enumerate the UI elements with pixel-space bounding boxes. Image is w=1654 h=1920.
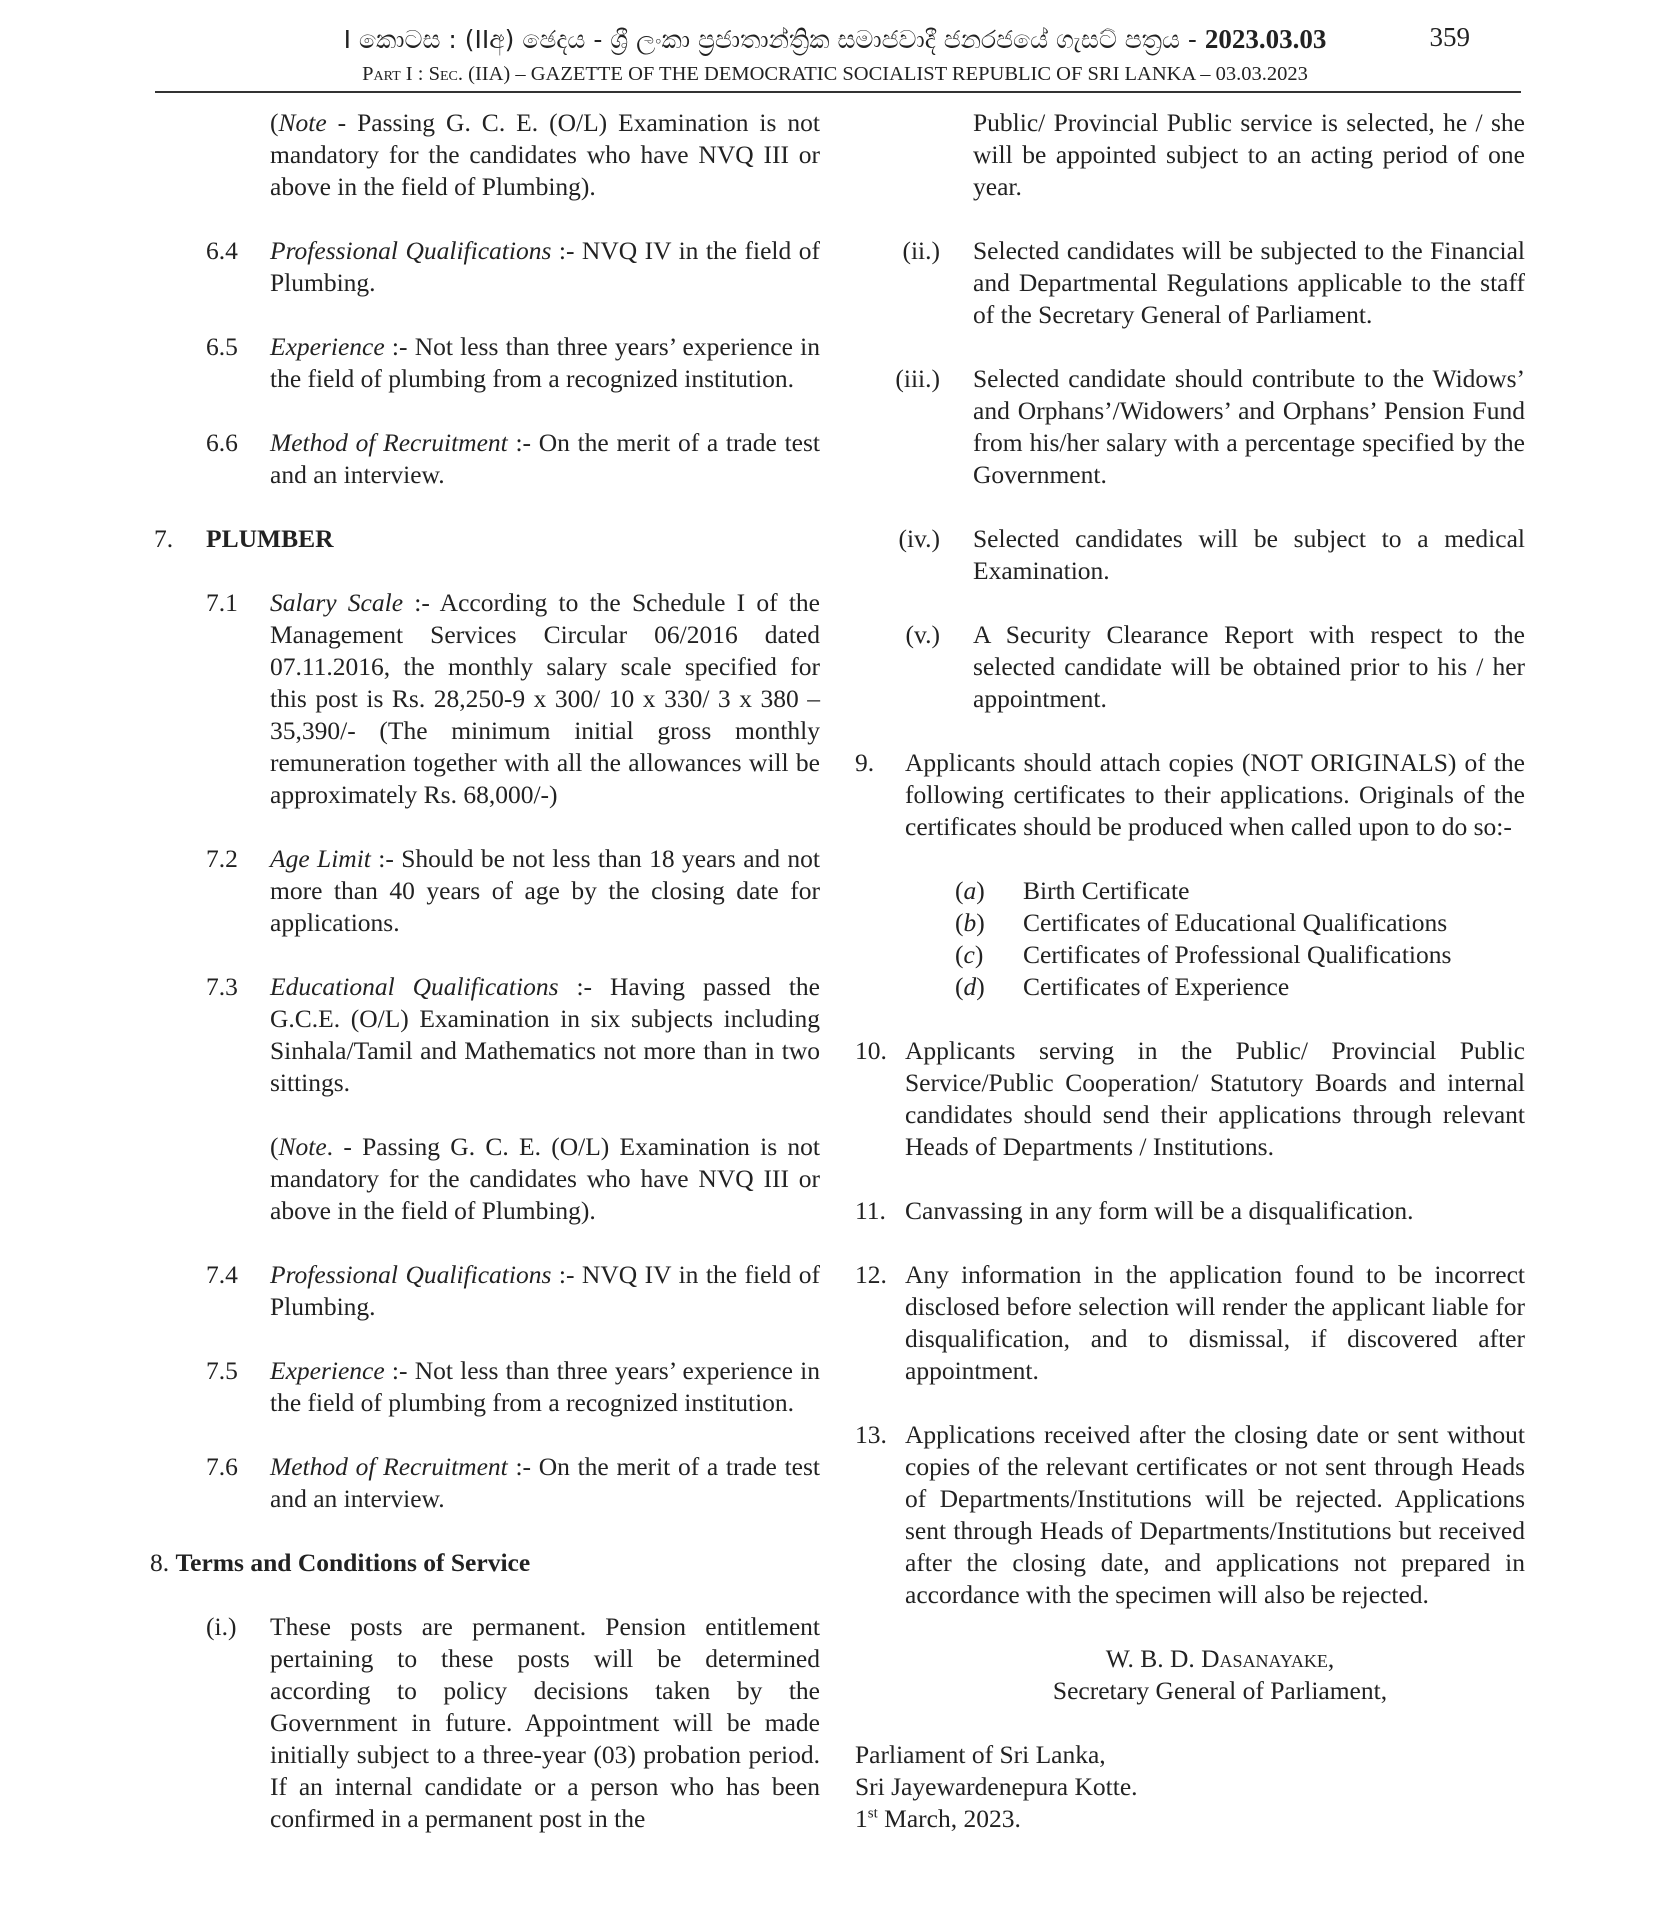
section-7-4: 7.4 Professional Qualifications :- NVQ IV in the field of Plumbing. <box>206 1260 820 1321</box>
list-item: (b) Certificates of Educational Qualifications <box>955 908 1448 937</box>
list-item: (a) Birth Certificate <box>955 876 1190 905</box>
signatory-title: Secretary General of Parliament, <box>1052 1676 1388 1705</box>
left-column <box>150 107 820 1835</box>
section-6-5: 6.5 Experience :- Not less than three years’ experience in the field of plumbing from a recognized institution. <box>206 332 820 393</box>
section-9: 9. Applicants should attach copies (NOT ORIGINALS) of the following certificates to their applications. Originals of the certificates should be produced when called upon to do so:- <box>855 748 1525 841</box>
right-column <box>855 107 1525 1835</box>
section-7-heading: 7. PLUMBER <box>154 524 334 553</box>
header-english-line <box>155 59 1515 89</box>
section-12: 12. Any information in the application found to be incorrect disclosed before selection will render the applicant liable for disqualification, and to dismissal, if discovered after appointment. <box>855 1260 1525 1385</box>
section-7-3: 7.3 Educational Qualifications :- Having passed the G.C.E. (O/L) Examination in six subjects including Sinhala/Tamil and Mathematics not more than in two sittings. <box>206 972 821 1097</box>
address-line-2: Sri Jayewardenepura Kotte. <box>855 1772 1138 1801</box>
certificate-list <box>855 875 1525 1003</box>
header-english-title: (IIA) – GAZETTE OF THE DEMOCRATIC SOCIALIST REPUBLIC OF SRI LANKA – 03.03.2023 <box>468 63 1308 85</box>
address-block <box>855 1739 1525 1835</box>
header-rule <box>155 91 1521 93</box>
section-6-4: 6.4 Professional Qualifications :- NVQ IV in the field of Plumbing. <box>206 236 820 297</box>
list-item: (c) Certificates of Professional Qualifications <box>955 940 1452 969</box>
page-header <box>155 22 1515 89</box>
section-8-i: (i.) These posts are permanent. Pension entitlement pertaining to these posts will be determined according to policy decisions taken by the Government in future. Appointment will be made initially subject to a three-year (03) probation period. If an internal candidate or a person who has been confirmed in a permanent post in the <box>206 1612 820 1833</box>
section-8-iii: (iii.) Selected candidate should contribute to the Widows’ and Orphans’/Widowers’ and Orphans’ Pension Fund from his/her salary with a percentage specified by the Government. <box>895 364 1525 489</box>
signatory-name: W. B. D. Dasanayake, <box>1105 1644 1335 1673</box>
section-7-2: 7.2 Age Limit :- Should be not less than 18 years and not more than 40 years of age by the closing date for applications. <box>206 844 821 937</box>
section-8-i-continued: Public/ Provincial Public service is selected, he / she will be appointed subject to an acting period of one year. <box>973 108 1525 201</box>
section-7-5: 7.5 Experience :- Not less than three years’ experience in the field of plumbing from a recognized institution. <box>206 1356 820 1417</box>
header-sinhala-title: I කොටස : (IIඅ) ඡෙදය - ශ්‍රී ලංකා ප්‍රජාතාන්ත්‍රික සමාජවාදී ජනරජයේ ගැසට් පත්‍රය - <box>343 25 1197 54</box>
section-7-6: 7.6 Method of Recruitment :- On the merit of a trade test and an interview. <box>206 1452 820 1513</box>
note-7-3: (Note. - Passing G. C. E. (O/L) Examination is not mandatory for the candidates who have NVQ III or above in the field of Plumbing). <box>270 1132 820 1225</box>
section-7-1: 7.1 Salary Scale :- According to the Schedule I of the Management Services Circular 06/2016 dated 07.11.2016, the monthly salary scale specified for this post is Rs. 28,250-9 x 300/ 10 x 330/ 3 x 380 – 35,390/- (The minimum initial gross monthly remuneration together with all the allowances will be approximately Rs. 68,000/-) <box>206 588 820 809</box>
address-line-1: Parliament of Sri Lanka, <box>855 1740 1106 1769</box>
section-8-iv: (iv.) Selected candidates will be subject to a medical Examination. <box>898 524 1525 585</box>
section-6-6: 6.6 Method of Recruitment :- On the merit of a trade test and an interview. <box>206 428 820 489</box>
note-top: (Note - Passing G. C. E. (O/L) Examination is not mandatory for the candidates who have NVQ III or above in the field of Plumbing). <box>270 108 820 201</box>
list-item: (d) Certificates of Experience <box>955 972 1290 1001</box>
header-sinhala-line <box>155 22 1515 57</box>
section-8-ii: (ii.) Selected candidates will be subjected to the Financial and Departmental Regulations applicable to the staff of the Secretary General of Parliament. <box>902 236 1525 329</box>
header-part: Part I : Sec. <box>362 63 463 85</box>
section-10: 10. Applicants serving in the Public/ Provincial Public Service/Public Cooperation/ Statutory Boards and internal candidates should send their applications through relevant Heads of Departments / Institutions. <box>855 1036 1525 1161</box>
section-13: 13. Applications received after the closing date or sent without copies of the relevant certificates or not sent through Heads of Departments/Institutions will be rejected. Applications sent through Heads of Departments/Institutions but received after the closing date, and applications not prepared in accordance with the specimen will also be rejected. <box>855 1420 1525 1609</box>
header-sinhala-date: 2023.03.03 <box>1204 24 1327 54</box>
section-8-v: (v.) A Security Clearance Report with respect to the selected candidate will be obtained prior to his / her appointment. <box>905 620 1525 713</box>
issue-date: 1st March, 2023. <box>855 1804 1021 1833</box>
section-8-heading: 8. Terms and Conditions of Service <box>150 1548 531 1577</box>
page-number: 359 <box>1429 22 1470 52</box>
section-11: 11. Canvassing in any form will be a disqualification. <box>855 1196 1414 1225</box>
signature-block <box>855 1643 1525 1707</box>
